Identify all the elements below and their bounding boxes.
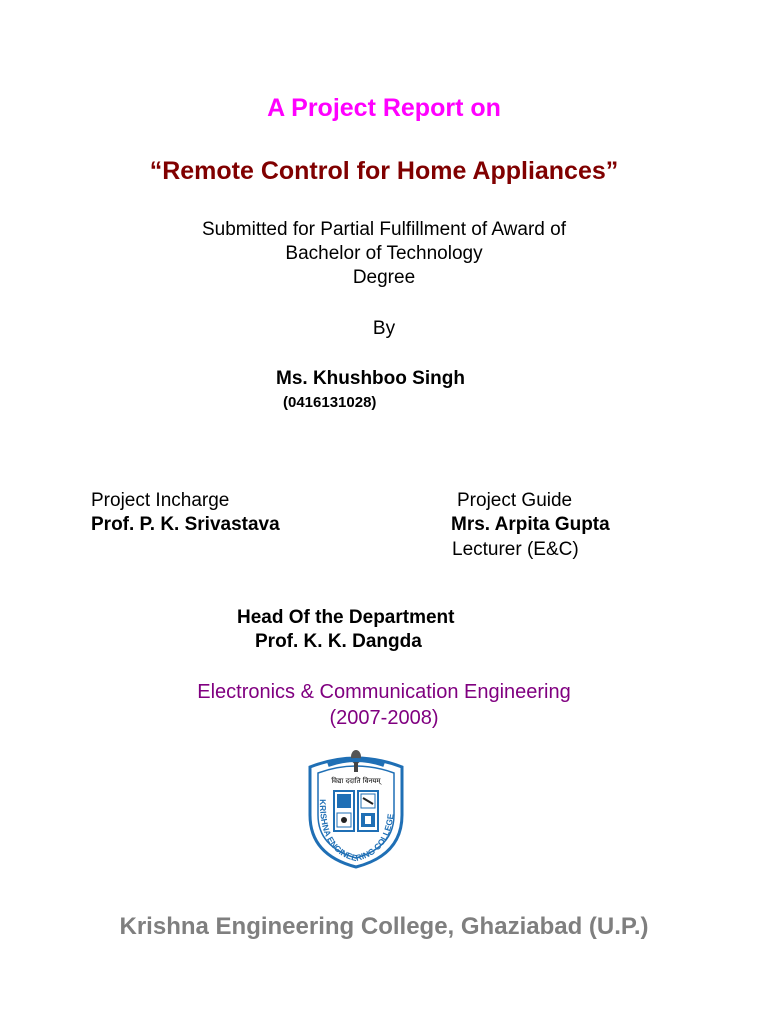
incharge-name: Prof. P. K. Srivastava (91, 514, 280, 535)
incharge-label: Project Incharge (91, 490, 230, 511)
guide-label: Project Guide (457, 490, 573, 511)
department-session: (2007-2008) (329, 707, 439, 729)
guide-designation: Lecturer (E&C) (452, 539, 579, 560)
roll-number: (0416131028) (283, 394, 377, 411)
student-name: Ms. Khushboo Singh (276, 368, 465, 389)
department-name: Electronics & Communication Engineering (197, 681, 571, 703)
logo-motto: विद्या ददाति विनयम् (331, 777, 381, 785)
report-heading: A Project Report on (267, 94, 501, 122)
logo-ring-text: KRISHNA ENGINEERING COLLEGE (317, 799, 396, 864)
submitted-line: Submitted for Partial Fulfillment of Award of (202, 219, 566, 240)
degree-line-2: Degree (352, 267, 416, 288)
college-name: Krishna Engineering College, Ghaziabad (U.P.) (119, 913, 649, 940)
guide-name: Mrs. Arpita Gupta (451, 514, 610, 535)
report-title: “Remote Control for Home Appliances” (149, 157, 619, 185)
hod-name: Prof. K. K. Dangda (255, 631, 422, 652)
by-label: By (372, 318, 396, 339)
degree-line-1: Bachelor of Technology (285, 243, 483, 264)
hod-label: Head Of the Department (237, 607, 455, 628)
college-logo (304, 745, 408, 871)
